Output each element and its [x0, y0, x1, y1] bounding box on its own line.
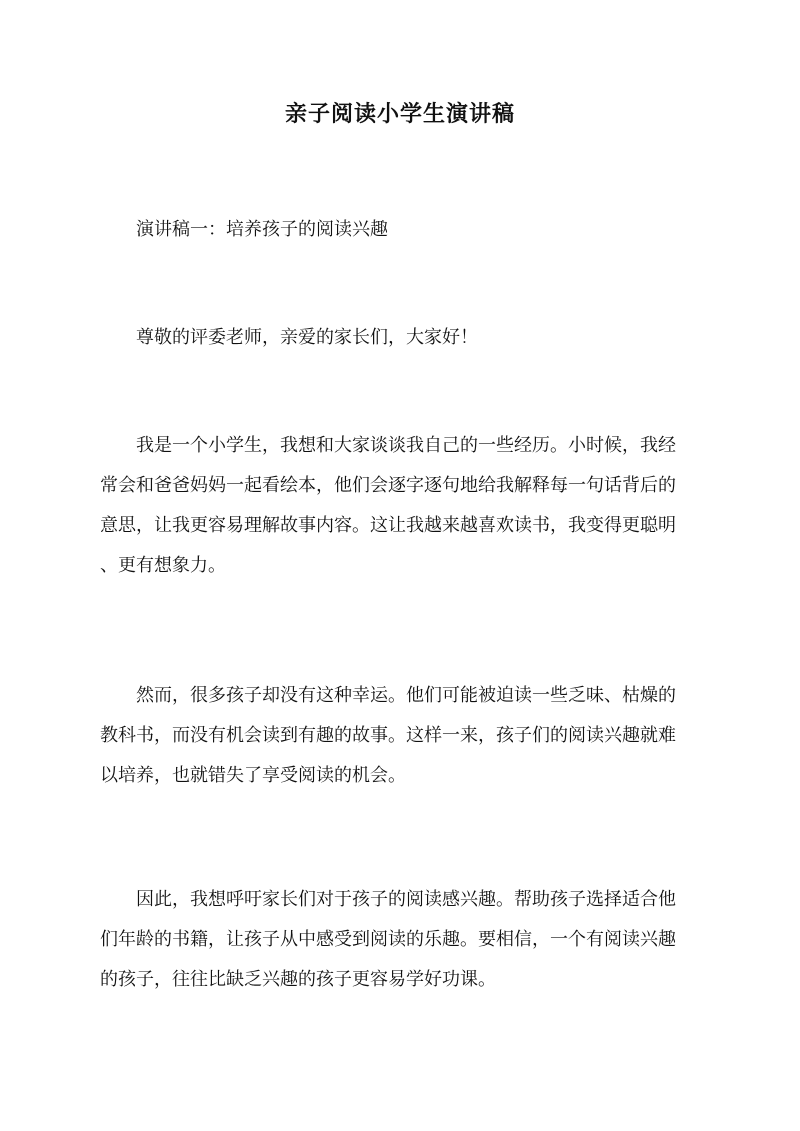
- paragraph-line: 然而，很多孩子却没有这种幸运。他们可能被迫读一些乏味、枯燥的: [136, 685, 676, 706]
- paragraph-line: 尊敬的评委老师，亲爱的家长们，大家好！: [136, 327, 478, 348]
- paragraph-line: 演讲稿一：培养孩子的阅读兴趣: [136, 219, 388, 240]
- speech-heading: [100, 210, 700, 250]
- document-title: 亲子阅读小学生演讲稿: [284, 101, 515, 127]
- paragraph-line: 因此，我想呼吁家长们对于孩子的阅读感兴趣。帮助孩子选择适合他: [136, 889, 676, 910]
- paragraph-line: 们年龄的书籍，让孩子从中感受到阅读的乐趣。要相信，一个有阅读兴趣: [100, 929, 676, 950]
- paragraph-line: 以培养，也就错失了享受阅读的机会。: [100, 765, 406, 786]
- paragraph-line: 常会和爸爸妈妈一起看绘本，他们会逐字逐句地给我解释每一句话背后的: [100, 475, 676, 496]
- body-paragraph-2: [100, 676, 700, 796]
- paragraph-line: 的孩子，往往比缺乏兴趣的孩子更容易学好功课。: [100, 969, 496, 990]
- paragraph-line: 我是一个小学生，我想和大家谈谈我自己的一些经历。小时候，我经: [136, 435, 676, 456]
- paragraph-line: 教科书，而没有机会读到有趣的故事。这样一来，孩子们的阅读兴趣就难: [100, 725, 676, 746]
- body-paragraph-1: [100, 426, 700, 586]
- body-paragraph-3: [100, 880, 700, 1000]
- greeting-paragraph: [100, 318, 700, 358]
- paragraph-line: 意思，让我更容易理解故事内容。这让我越来越喜欢读书，我变得更聪明: [100, 515, 676, 536]
- paragraph-line: 、更有想象力。: [100, 555, 226, 576]
